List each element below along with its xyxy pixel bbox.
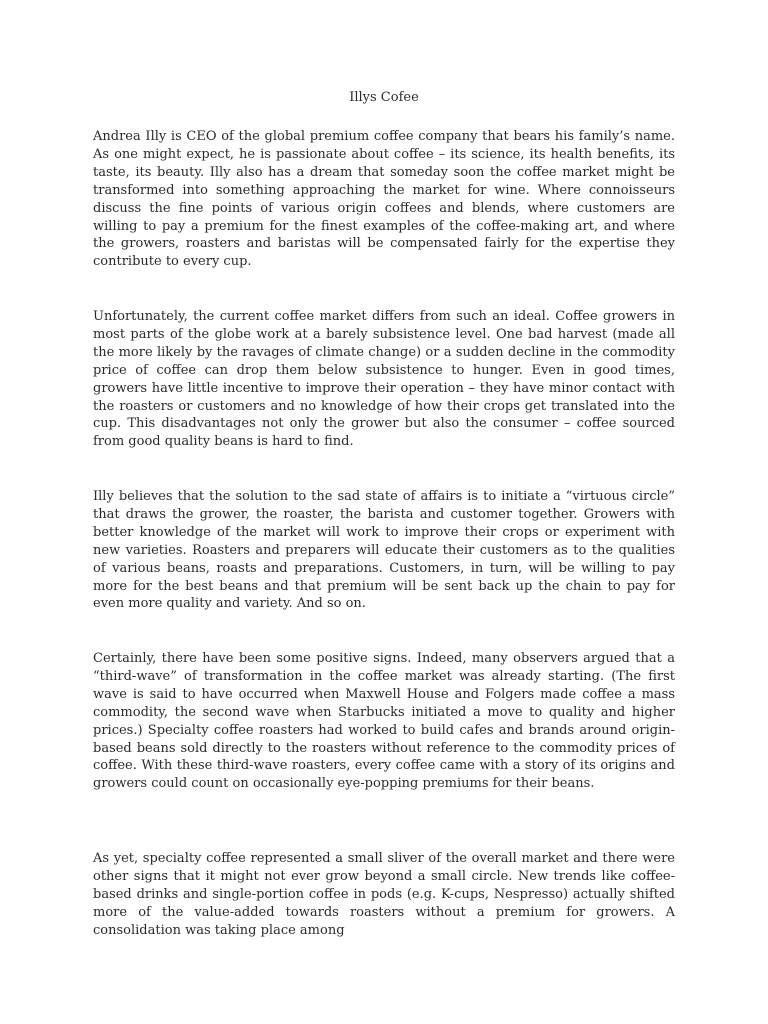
document-title: Illys Cofee: [349, 90, 419, 105]
paragraph-2: Unfortunately, the current coffee market differs from such an ideal. Coffee growers in most parts of the globe work at a barely subsistence level. One bad harvest (made all the more likely by the ravages of climate change) or a sudden decline in the commodity price of coffee can drop them below subsistence to hunger. Even in good times, growers have little incentive to improve their operation – they have minor contact with the roasters or customers and no knowledge of how their crops get translated into the cup. This disadvantages not only the grower but also the consumer – coffee sourced from good quality beans is hard to find.: [93, 309, 675, 450]
paragraph-5: As yet, specialty coffee represented a small sliver of the overall market and there were other signs that it might not ever grow beyond a small circle. New trends like coffee-based drinks and single-portion coffee in pods (e.g. K-cups, Nespresso) actually shifted more of the value-added towards roasters without a premium for growers. A consolidation was taking place among: [93, 851, 675, 938]
paragraph-1: Andrea Illy is CEO of the global premium coffee company that bears his family’s name. As one might expect, he is passionate about coffee – its science, its health benefits, its taste, its beauty. Illy also has a dream that someday soon the coffee market might be transformed into something approaching the market for wine. Where connoisseurs discuss the fine points of various origin coffees and blends, where customers are willing to pay a premium for the finest examples of the coffee-making art, and where the growers, roasters and baristas will be compensated fairly for the expertise they contribute to every cup.: [93, 129, 675, 270]
paragraph-4: Certainly, there have been some positive signs. Indeed, many observers argued that a “third-wave” of transformation in the coffee market was already starting. (The first wave is said to have occurred when Maxwell House and Folgers made coffee a mass commodity, the second wave when Starbucks initiated a move to quality and higher prices.) Specialty coffee roasters had worked to build cafes and brands around origin-based beans sold directly to the roasters without reference to the commodity prices of coffee. With these third-wave roasters, every coffee came with a story of its origins and growers could count on occasionally eye-popping premiums for their beans.: [93, 651, 675, 792]
paragraph-3: Illy believes that the solution to the sad state of affairs is to initiate a “virtuous circle” that draws the grower, the roaster, the barista and customer together. Growers with better knowledge of the market will work to improve their crops or experiment with new varieties. Roasters and preparers will educate their customers as to the qualities of various beans, roasts and preparations. Customers, in turn, will be willing to pay more for the best beans and that premium will be sent back up the chain to pay for even more quality and variety. And so on.: [93, 489, 675, 612]
